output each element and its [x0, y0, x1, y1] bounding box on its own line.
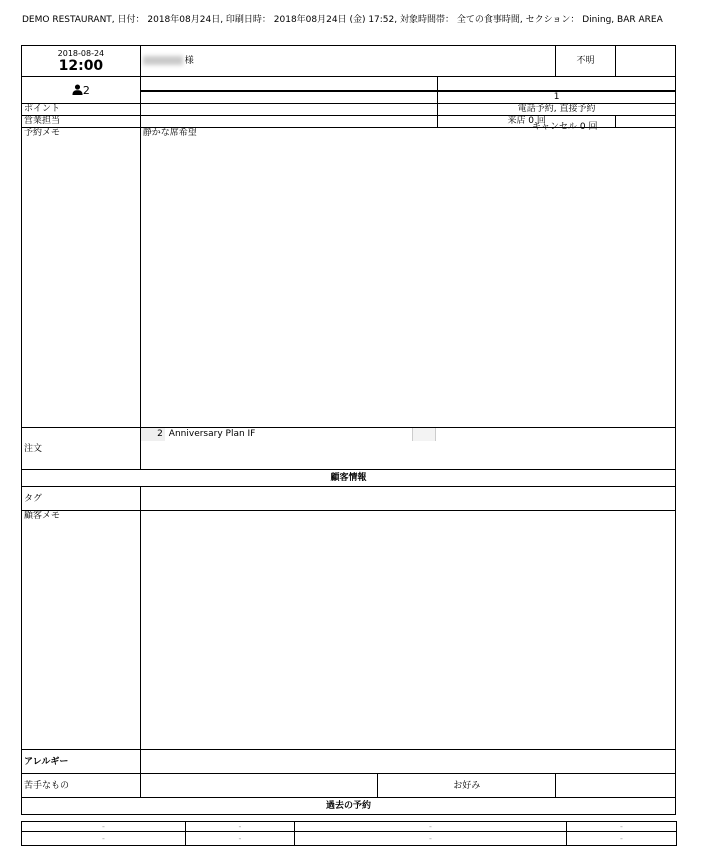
blank-cell: [438, 77, 676, 91]
guest-name-redacted: [143, 56, 183, 65]
past-cell: -: [295, 822, 567, 832]
cancel-count: キャンセル 0 回: [532, 122, 598, 132]
party-size-cell: [22, 77, 141, 104]
reservation-date: 2018-08-24: [57, 48, 105, 58]
order-item-qty: 2: [157, 429, 163, 439]
date-time-cell: [22, 46, 141, 77]
reservation-sheet: [21, 45, 676, 815]
order-item: [141, 428, 675, 444]
table-number: 1: [438, 92, 676, 104]
past-section-title: 過去の予約: [22, 798, 676, 815]
print-header: DEMO RESTAURANT, 日付： 2018年08月24日, 印刷日時： 2018年08月24日 (金) 17:52, 対象時間帯： 全ての食事時間, セクション： Dining, BAR AREA: [22, 15, 663, 25]
preference-value: [556, 774, 676, 798]
order-cell: [140, 428, 675, 470]
customer-section-title: 顧客情報: [22, 470, 676, 487]
points-label: ポイント: [22, 104, 141, 116]
staff-value: [140, 116, 438, 128]
order-label: 注文: [22, 428, 141, 470]
booking-type: 電話予約, 直接予約: [438, 104, 676, 116]
visit-count: 来店 0 回: [438, 116, 616, 128]
guest-name-cell: [140, 46, 555, 77]
party-size: 2: [82, 84, 90, 97]
order-item-name: Anniversary Plan IF: [168, 429, 256, 439]
points-value: [140, 104, 438, 116]
customer-memo-text: [140, 511, 675, 750]
blank-cell: [616, 46, 676, 77]
cancel-count-cell: [616, 116, 676, 128]
blank-cell: [140, 92, 438, 104]
allergy-label: アレルギー: [22, 750, 141, 774]
allergy-value: [140, 750, 675, 774]
past-cell: -: [567, 822, 677, 832]
person-icon: [72, 84, 83, 95]
past-cell: -: [22, 832, 186, 846]
reservation-time: 12:00: [58, 57, 104, 74]
staff-label: 営業担当: [22, 116, 141, 128]
dislikes-value: [140, 774, 378, 798]
past-cell: -: [295, 832, 567, 846]
order-item-box: [412, 428, 436, 441]
memo-text: 静かな席希望: [140, 128, 675, 428]
dislikes-label: 苦手なもの: [22, 774, 141, 798]
table-row: [22, 822, 677, 832]
past-cell: -: [567, 832, 677, 846]
blank-cell: [140, 77, 438, 91]
past-cell: -: [186, 832, 295, 846]
guest-honorific: 様: [184, 56, 194, 66]
preference-label: お好み: [378, 774, 556, 798]
status-badge: 不明: [556, 46, 616, 77]
customer-memo-label: 顧客メモ: [22, 511, 141, 750]
tag-label: タグ: [22, 487, 141, 511]
memo-label: 予約メモ: [22, 128, 141, 428]
past-reservations-table: [21, 821, 677, 846]
table-row: [22, 832, 677, 846]
tag-value: [140, 487, 675, 511]
past-cell: -: [22, 822, 186, 832]
past-cell: -: [186, 822, 295, 832]
